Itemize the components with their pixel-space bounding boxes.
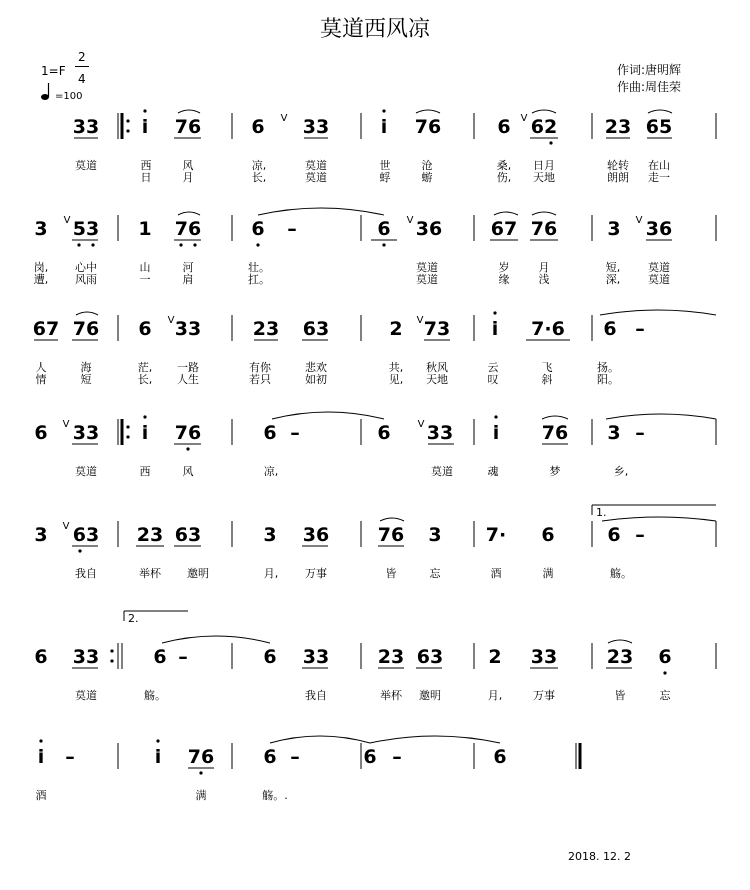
jianpu-note: 76 bbox=[530, 218, 558, 240]
lyric-verse-1: 梦 bbox=[549, 465, 561, 478]
slur bbox=[370, 736, 500, 743]
jianpu-note: 6 bbox=[34, 646, 48, 668]
song-title: 莫道西风凉 bbox=[319, 17, 430, 42]
tempo-marking: =100 bbox=[55, 91, 83, 102]
lyric-verse-2: 风雨 bbox=[75, 273, 97, 286]
breath-mark: V bbox=[417, 419, 425, 430]
jianpu-note: 6 bbox=[263, 646, 277, 668]
lyric-verse-1: 酒 bbox=[490, 567, 502, 580]
jianpu-note: 23 bbox=[604, 116, 632, 138]
lyric-verse-1: 云 bbox=[487, 361, 499, 374]
jianpu-note: 63 bbox=[72, 524, 100, 546]
jianpu-note: 6 bbox=[263, 422, 277, 444]
jianpu-note: 6 bbox=[263, 746, 277, 768]
lyric-verse-1: 风 bbox=[182, 159, 194, 172]
lyric-verse-1: 茫, bbox=[137, 361, 153, 374]
lyric-verse-1: 酒 bbox=[35, 789, 47, 802]
jianpu-note: 63 bbox=[416, 646, 444, 668]
low-octave-dot bbox=[77, 243, 80, 246]
slur bbox=[270, 736, 370, 743]
lyric-verse-2: 阳。 bbox=[597, 373, 619, 386]
lyric-verse-1: 秋风 bbox=[426, 361, 448, 374]
slur bbox=[532, 212, 556, 215]
lyric-verse-1: 凉, bbox=[251, 159, 267, 172]
jianpu-note: – bbox=[287, 218, 297, 240]
breath-mark: V bbox=[63, 215, 71, 226]
lyric-verse-2: 走一 bbox=[648, 171, 670, 184]
slur bbox=[416, 110, 440, 113]
composer: 作曲:周佳荣 bbox=[617, 80, 682, 94]
slur bbox=[542, 416, 568, 419]
jianpu-note: 2 bbox=[488, 646, 502, 668]
slur bbox=[532, 110, 556, 113]
jianpu-note: 6 bbox=[603, 318, 617, 340]
lyric-verse-1: 万事 bbox=[533, 689, 555, 702]
lyric-verse-2: 天地 bbox=[533, 171, 555, 184]
jianpu-note: 33 bbox=[72, 422, 100, 444]
low-octave-dot bbox=[549, 141, 552, 144]
lyric-verse-2: 伤, bbox=[496, 171, 512, 184]
lyric-verse-2: 如初 bbox=[305, 373, 327, 386]
low-octave-dot bbox=[382, 243, 385, 246]
jianpu-note: i bbox=[141, 422, 149, 444]
lyric-verse-1: 皆 bbox=[385, 567, 397, 580]
lyric-verse-2: 扛。 bbox=[248, 273, 270, 286]
lyric-verse-1: 月, bbox=[263, 567, 279, 580]
lyric-verse-2: 日 bbox=[140, 171, 152, 184]
jianpu-note: 76 bbox=[72, 318, 100, 340]
jianpu-note: 7·6 bbox=[531, 318, 565, 340]
lyric-verse-1: 觞。. bbox=[262, 789, 288, 802]
date: 2018. 12. 2 bbox=[568, 850, 631, 863]
lyric-verse-1: 皆 bbox=[614, 689, 626, 702]
jianpu-note: 3 bbox=[428, 524, 442, 546]
slur bbox=[380, 518, 404, 521]
jianpu-note: 33 bbox=[426, 422, 454, 444]
jianpu-note: 3 bbox=[34, 218, 48, 240]
low-octave-dot bbox=[256, 243, 259, 246]
jianpu-note: 23 bbox=[252, 318, 280, 340]
lyric-verse-1: 短, bbox=[605, 261, 621, 274]
jianpu-note: 65 bbox=[645, 116, 673, 138]
jianpu-note: 67 bbox=[32, 318, 60, 340]
lyric-verse-1: 风 bbox=[182, 465, 194, 478]
jianpu-note: 33 bbox=[302, 116, 330, 138]
slur bbox=[606, 414, 716, 419]
lyric-verse-2: 一 bbox=[139, 273, 151, 286]
lyric-verse-1: 悲欢 bbox=[305, 361, 327, 374]
jianpu-note: – bbox=[178, 646, 188, 668]
volta-number: 1. bbox=[596, 506, 607, 519]
jianpu-note: 73 bbox=[423, 318, 451, 340]
jianpu-note: 6 bbox=[493, 746, 507, 768]
lyric-verse-1: 邀明 bbox=[187, 567, 209, 580]
lyric-verse-1: 壮。 bbox=[248, 261, 270, 274]
jianpu-note: – bbox=[290, 746, 300, 768]
lyric-verse-1: 月, bbox=[487, 689, 503, 702]
jianpu-note: 2 bbox=[389, 318, 403, 340]
lyric-verse-2: 长, bbox=[251, 171, 267, 184]
slur bbox=[648, 110, 672, 113]
breath-mark: V bbox=[62, 419, 70, 430]
lyric-verse-1: 万事 bbox=[305, 567, 327, 580]
jianpu-note: i bbox=[491, 318, 499, 340]
jianpu-note: 76 bbox=[414, 116, 442, 138]
jianpu-note: 33 bbox=[530, 646, 558, 668]
jianpu-note: 3 bbox=[34, 524, 48, 546]
jianpu-note: 33 bbox=[72, 646, 100, 668]
volta-number: 2. bbox=[128, 612, 139, 625]
jianpu-note: 23 bbox=[377, 646, 405, 668]
breath-mark: V bbox=[167, 315, 175, 326]
low-octave-dot bbox=[78, 549, 81, 552]
jianpu-note: 33 bbox=[174, 318, 202, 340]
jianpu-note: 7· bbox=[485, 524, 507, 546]
slur bbox=[494, 212, 518, 215]
jianpu-note: 6 bbox=[607, 524, 621, 546]
time-signature-bottom: 4 bbox=[78, 72, 86, 86]
jianpu-note: 76 bbox=[377, 524, 405, 546]
lyric-verse-1: 轮转 bbox=[607, 159, 629, 172]
jianpu-note: i bbox=[380, 116, 388, 138]
lyric-verse-1: 魂 bbox=[487, 465, 499, 478]
lyric-verse-1: 有你 bbox=[249, 361, 271, 374]
lyric-verse-2: 深, bbox=[605, 273, 621, 286]
slur bbox=[272, 412, 384, 419]
lyric-verse-1: 一路 bbox=[177, 361, 199, 374]
high-octave-dot bbox=[493, 311, 496, 314]
lyric-verse-1: 扬。 bbox=[597, 361, 619, 374]
lyric-verse-1: 在山 bbox=[648, 159, 670, 172]
jianpu-note: i bbox=[37, 746, 45, 768]
jianpu-note: 3 bbox=[607, 218, 621, 240]
repeat-dot bbox=[126, 119, 129, 122]
low-octave-dot bbox=[186, 447, 189, 450]
jianpu-note: i bbox=[154, 746, 162, 768]
jianpu-note: 62 bbox=[530, 116, 558, 138]
jianpu-note: 6 bbox=[251, 116, 265, 138]
jianpu-note: i bbox=[492, 422, 500, 444]
jianpu-note: 63 bbox=[174, 524, 202, 546]
jianpu-note: 33 bbox=[72, 116, 100, 138]
lyric-verse-1: 人 bbox=[35, 361, 47, 374]
high-octave-dot bbox=[39, 739, 42, 742]
lyric-verse-2: 见, bbox=[388, 373, 404, 386]
repeat-dot bbox=[110, 659, 113, 662]
high-octave-dot bbox=[382, 109, 385, 112]
breath-mark: V bbox=[62, 521, 70, 532]
jianpu-note: 36 bbox=[645, 218, 673, 240]
slur bbox=[178, 110, 200, 113]
lyric-verse-1: 我自 bbox=[75, 567, 97, 580]
jianpu-note: 76 bbox=[187, 746, 215, 768]
lyric-verse-1: 莫道 bbox=[416, 261, 438, 274]
breath-mark: V bbox=[280, 113, 288, 124]
jianpu-note: 33 bbox=[302, 646, 330, 668]
jianpu-note: i bbox=[141, 116, 149, 138]
breath-mark: V bbox=[520, 113, 528, 124]
lyric-verse-2: 月 bbox=[182, 171, 194, 184]
jianpu-note: 6 bbox=[497, 116, 511, 138]
jianpu-note: 6 bbox=[541, 524, 555, 546]
lyric-verse-1: 莫道 bbox=[431, 465, 453, 478]
lyric-verse-2: 若只 bbox=[249, 373, 271, 386]
jianpu-note: 3 bbox=[607, 422, 621, 444]
jianpu-note: 53 bbox=[72, 218, 100, 240]
lyric-verse-2: 长, bbox=[137, 373, 153, 386]
slur bbox=[178, 212, 200, 215]
lyric-verse-2: 人生 bbox=[177, 373, 199, 386]
high-octave-dot bbox=[143, 109, 146, 112]
jianpu-note: 76 bbox=[174, 218, 202, 240]
jianpu-note: 6 bbox=[363, 746, 377, 768]
lyric-verse-1: 海 bbox=[80, 361, 92, 374]
jianpu-note: 23 bbox=[606, 646, 634, 668]
lyric-verse-1: 河 bbox=[182, 261, 194, 274]
slur bbox=[608, 640, 632, 643]
lyric-verse-1: 月 bbox=[538, 261, 550, 274]
lyric-verse-1: 西 bbox=[139, 465, 151, 478]
low-octave-dot bbox=[91, 243, 94, 246]
lyric-verse-2: 莫道 bbox=[305, 171, 327, 184]
low-octave-dot bbox=[179, 243, 182, 246]
lyric-verse-1: 山 bbox=[139, 261, 151, 274]
lyric-verse-2: 短 bbox=[80, 373, 92, 386]
repeat-dot bbox=[126, 129, 129, 132]
lyric-verse-1: 莫道 bbox=[75, 465, 97, 478]
jianpu-note: 1 bbox=[138, 218, 152, 240]
lyric-verse-1: 举杯 bbox=[139, 567, 161, 580]
lyric-verse-1: 我自 bbox=[305, 689, 327, 702]
repeat-dot bbox=[126, 425, 129, 428]
lyric-verse-2: 朗朗 bbox=[607, 171, 629, 184]
lyric-verse-1: 莫道 bbox=[305, 159, 327, 172]
jianpu-note: – bbox=[635, 524, 645, 546]
lyric-verse-1: 邀明 bbox=[419, 689, 441, 702]
lyric-verse-1: 岗, bbox=[33, 261, 49, 274]
high-octave-dot bbox=[156, 739, 159, 742]
slur bbox=[76, 312, 98, 315]
jianpu-note: 6 bbox=[251, 218, 265, 240]
low-octave-dot bbox=[663, 671, 666, 674]
jianpu-note: 3 bbox=[263, 524, 277, 546]
jianpu-note: 6 bbox=[34, 422, 48, 444]
lyric-verse-1: 飞 bbox=[541, 361, 553, 374]
lyric-verse-2: 蜉 bbox=[379, 171, 391, 184]
jianpu-note: – bbox=[392, 746, 402, 768]
jianpu-note: – bbox=[635, 318, 645, 340]
lyric-verse-1: 举杯 bbox=[380, 689, 402, 702]
jianpu-note: 36 bbox=[415, 218, 443, 240]
lyric-verse-2: 蝣 bbox=[421, 171, 433, 184]
lyric-verse-1: 日月 bbox=[533, 159, 555, 172]
jianpu-note: 76 bbox=[174, 422, 202, 444]
lyric-verse-1: 觞。 bbox=[610, 567, 632, 580]
breath-mark: V bbox=[416, 315, 424, 326]
jianpu-note: 23 bbox=[136, 524, 164, 546]
jianpu-note: 76 bbox=[174, 116, 202, 138]
jianpu-note: 67 bbox=[490, 218, 518, 240]
slur bbox=[162, 636, 270, 643]
low-octave-dot bbox=[199, 771, 202, 774]
lyric-verse-2: 情 bbox=[35, 373, 47, 386]
lyric-verse-1: 莫道 bbox=[648, 261, 670, 274]
lyric-verse-1: 忘 bbox=[659, 689, 671, 702]
lyric-verse-2: 肩 bbox=[182, 273, 194, 286]
lyric-verse-1: 桑, bbox=[496, 159, 512, 172]
high-octave-dot bbox=[494, 415, 497, 418]
lyric-verse-1: 心中 bbox=[75, 261, 97, 274]
high-octave-dot bbox=[143, 415, 146, 418]
jianpu-note: 6 bbox=[377, 422, 391, 444]
slur bbox=[258, 208, 384, 215]
repeat-dot bbox=[126, 435, 129, 438]
lyric-verse-1: 共, bbox=[388, 361, 404, 374]
lyric-verse-1: 满 bbox=[195, 789, 207, 802]
lyric-verse-2: 莫道 bbox=[416, 273, 438, 286]
lyric-verse-1: 世 bbox=[379, 159, 391, 172]
lyric-verse-2: 斜 bbox=[541, 373, 553, 386]
jianpu-note: 6 bbox=[377, 218, 391, 240]
repeat-dot bbox=[110, 649, 113, 652]
lyric-verse-1: 凉, bbox=[263, 465, 279, 478]
lyric-verse-2: 莫道 bbox=[648, 273, 670, 286]
slur bbox=[602, 517, 716, 521]
jianpu-note: 6 bbox=[153, 646, 167, 668]
lyricist: 作词:唐明辉 bbox=[617, 63, 682, 77]
key-signature: 1=F bbox=[41, 64, 66, 78]
lyric-verse-1: 忘 bbox=[429, 567, 441, 580]
lyric-verse-2: 浅 bbox=[538, 273, 550, 286]
jianpu-note: – bbox=[290, 422, 300, 444]
lyric-verse-2: 天地 bbox=[426, 373, 448, 386]
slur bbox=[600, 310, 716, 315]
lyric-verse-2: 叹 bbox=[487, 373, 499, 386]
lyric-verse-1: 莫道 bbox=[75, 689, 97, 702]
low-octave-dot bbox=[193, 243, 196, 246]
lyric-verse-2: 缘 bbox=[498, 273, 510, 286]
lyric-verse-1: 莫道 bbox=[75, 159, 97, 172]
jianpu-note: – bbox=[65, 746, 75, 768]
lyric-verse-1: 满 bbox=[542, 567, 554, 580]
breath-mark: V bbox=[635, 215, 643, 226]
jianpu-note: 6 bbox=[138, 318, 152, 340]
time-signature-top: 2 bbox=[78, 50, 86, 64]
jianpu-note: – bbox=[635, 422, 645, 444]
breath-mark: V bbox=[406, 215, 414, 226]
lyric-verse-1: 沧 bbox=[421, 159, 433, 172]
jianpu-note: 6 bbox=[658, 646, 672, 668]
jianpu-note: 36 bbox=[302, 524, 330, 546]
lyric-verse-2: 遭, bbox=[33, 273, 49, 286]
lyric-verse-1: 乡, bbox=[613, 465, 629, 478]
lyric-verse-1: 岁 bbox=[498, 261, 510, 274]
jianpu-note: 63 bbox=[302, 318, 330, 340]
lyric-verse-1: 觞。 bbox=[144, 689, 166, 702]
jianpu-note: 76 bbox=[541, 422, 569, 444]
lyric-verse-1: 西 bbox=[140, 159, 152, 172]
